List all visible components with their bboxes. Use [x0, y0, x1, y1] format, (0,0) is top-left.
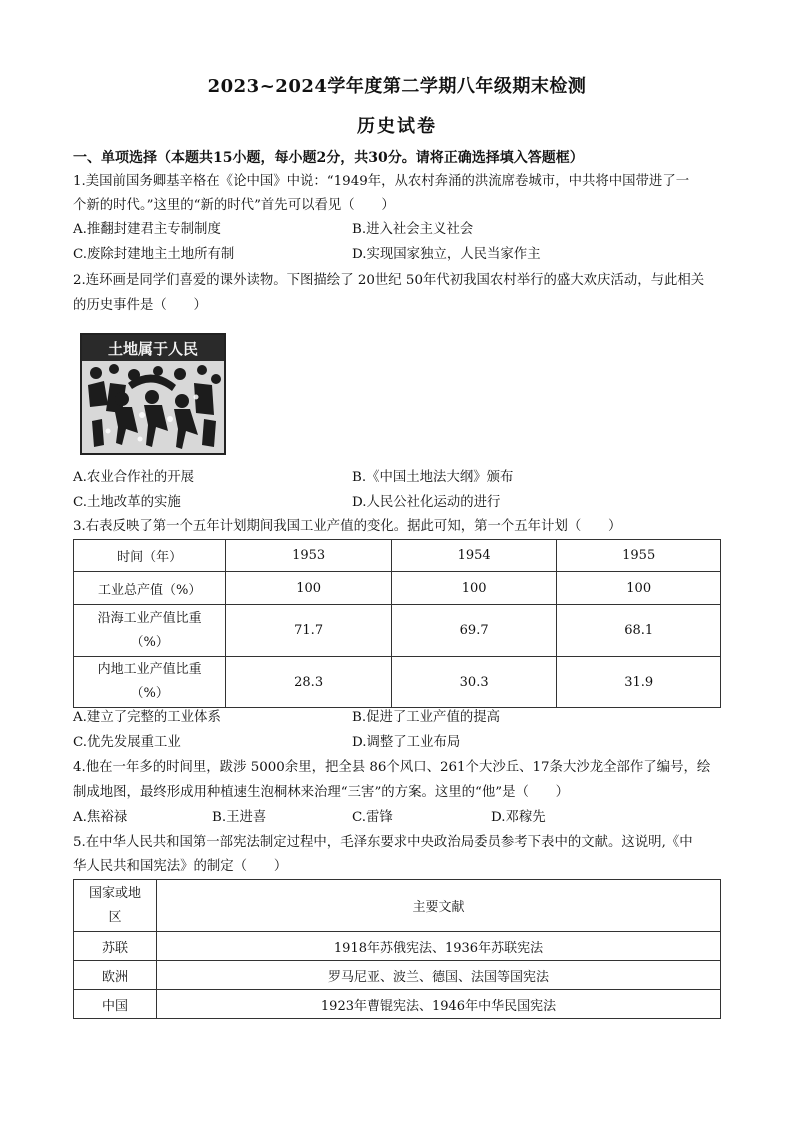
q2-stem-line2: 的历史事件是（ ）	[73, 298, 207, 313]
cell-line: 区	[108, 909, 122, 925]
table-cell: 71.7	[226, 605, 392, 657]
table-cell: 68.1	[557, 605, 721, 657]
q3-option-d: D.调整了工业布局	[352, 735, 461, 750]
table-cell: 69.7	[391, 605, 557, 657]
q5-stem-line1: 5.在中华人民共和国第一部宪法制定过程中，毛泽东要求中央政治局委员参考下表中的文献。这说明,《中	[73, 835, 693, 850]
cell-line: 内地工业产值比重	[97, 662, 202, 677]
table-row	[74, 880, 721, 932]
q2-option-a: A.农业合作社的开展	[73, 470, 195, 485]
table-cell	[74, 605, 226, 657]
table-header-cell: 1955	[557, 540, 721, 572]
table-cell: 100	[391, 572, 557, 605]
q3-option-b: B.促进了工业产值的提高	[352, 710, 501, 725]
comic-banner-text: 土地属于人民	[107, 340, 199, 358]
table-row	[74, 605, 721, 657]
q4-option-d: D.邓稼先	[491, 810, 546, 825]
table-header-cell	[74, 880, 157, 932]
q4-option-c: C.雷锋	[352, 810, 393, 825]
table-cell: 31.9	[557, 657, 721, 708]
q1-option-a: A.推翻封建君主专制制度	[73, 222, 221, 237]
table-row	[74, 961, 721, 990]
q4-option-b: B.王进喜	[212, 810, 267, 825]
q4-stem-line2: 制成地图，最终形成用种植速生泡桐林来治理“三害”的方案。这里的“他”是（ ）	[73, 785, 570, 800]
section-heading: 一、单项选择（本题共15小题，每小题2分，共30分。请将正确选择填入答题框）	[73, 150, 584, 166]
table-row	[74, 572, 721, 605]
comic-drawing	[82, 335, 224, 453]
cell-line: （%）	[130, 686, 169, 701]
table-cell	[74, 657, 226, 708]
table-header-cell: 1954	[391, 540, 557, 572]
q3-option-c: C.优先发展重工业	[73, 735, 181, 750]
q1-option-d: D.实现国家独立，人民当家作主	[352, 247, 541, 262]
q2-option-c: C.土地改革的实施	[73, 495, 181, 510]
table-row	[74, 540, 721, 572]
table-cell: 欧洲	[74, 961, 157, 990]
exam-title: 2023~2024学年度第二学期八年级期末检测	[207, 76, 587, 97]
table-header-cell: 时间（年）	[74, 540, 226, 572]
q2-stem-line1: 2.连环画是同学们喜爱的课外读物。下图描绘了 20世纪 50年代初我国农村举行的盛大欢庆活动，与此相关	[73, 273, 705, 288]
q1-stem-line1: 1.美国前国务卿基辛格在《论中国》中说：“1949年，从农村奔涌的洪流席卷城市，中共将中国带进了一	[73, 174, 690, 189]
q1-stem-line2: 个新的时代。”这里的“新的时代”首先可以看见（ ）	[73, 198, 395, 213]
cell-line: 沿海工业产值比重	[97, 610, 202, 626]
q2-option-b: B.《中国土地法大纲》颁布	[352, 470, 514, 485]
table-cell: 100	[557, 572, 721, 605]
q3-option-a: A.建立了完整的工业体系	[73, 710, 221, 725]
q3-stem: 3.右表反映了第一个五年计划期间我国工业产值的变化。据此可知，第一个五年计划（ ）	[73, 519, 622, 534]
table-row	[74, 657, 721, 708]
table-cell: 中国	[74, 990, 157, 1019]
q4-stem-line1: 4.他在一年多的时间里，跋涉 5000余里，把全县 86个风口、261个大沙丘、17条大沙龙全部作了编号，绘	[73, 760, 711, 775]
q2-option-d: D.人民公社化运动的进行	[352, 495, 501, 510]
q1-option-c: C.废除封建地主土地所有制	[73, 247, 235, 262]
table-cell: 工业总产值（%）	[74, 572, 226, 605]
table-cell: 100	[226, 572, 392, 605]
table-header-cell: 1953	[226, 540, 392, 572]
table-row	[74, 990, 721, 1019]
q1-option-b: B.进入社会主义社会	[352, 222, 474, 237]
table-cell: 罗马尼亚、波兰、德国、法国等国宪法	[157, 961, 721, 990]
table-cell: 1918年苏俄宪法、1936年苏联宪法	[157, 932, 721, 961]
table-cell: 28.3	[226, 657, 392, 708]
table-row	[74, 932, 721, 961]
table-cell: 1923年曹锟宪法、1946年中华民国宪法	[157, 990, 721, 1019]
table-cell: 30.3	[391, 657, 557, 708]
cell-line: （%）	[130, 634, 169, 650]
table-cell: 苏联	[74, 932, 157, 961]
cell-line: 国家或地	[88, 885, 141, 901]
q5-stem-line2: 华人民共和国宪法》的制定（ ）	[73, 859, 288, 874]
q4-option-a: A.焦裕禄	[73, 810, 128, 825]
table-header-cell: 主要文献	[157, 880, 721, 932]
comic-illustration	[80, 333, 226, 455]
constitution-reference-table	[73, 879, 721, 1019]
industry-output-table	[73, 539, 721, 708]
exam-subtitle: 历史试卷	[357, 116, 437, 137]
